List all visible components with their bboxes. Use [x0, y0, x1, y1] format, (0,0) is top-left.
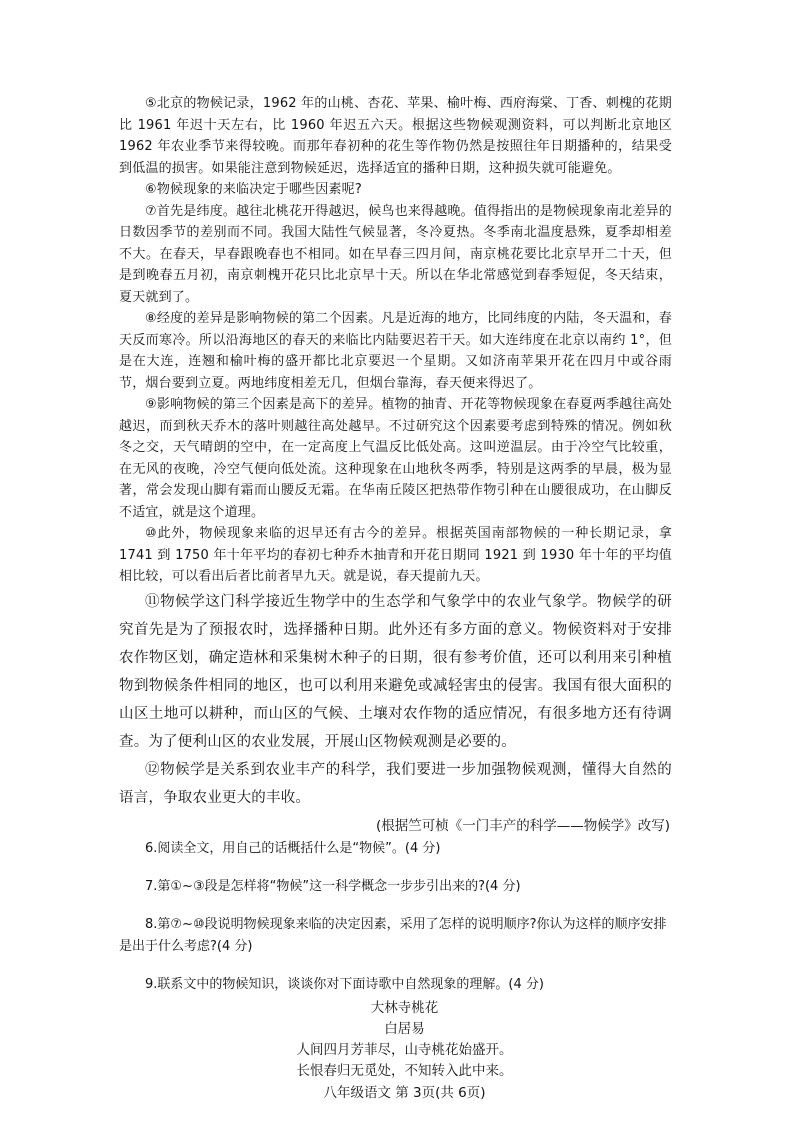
- paragraph-10: ⑩此外，物候现象来临的迟早还有古今的差异。根据英国南部物候的一种长期记录，拿 1741 到 1750 年十年平均的春初七种乔木抽青和开花日期同 1921 到 1930 年十年的平均值相比较，可以看出后者比前者早九天。就是说，春天提前九天。: [119, 526, 672, 584]
- poem-block: [119, 998, 672, 1082]
- poem-line: 人间四月芳菲尽，山寺桃花始盛开。: [296, 1041, 513, 1058]
- poem-line: 长恨春归无觅处，不知转入此中来。: [296, 1062, 513, 1079]
- paragraph-7: ⑦首先是纬度。越往北桃花开得越迟，候鸟也来得越晚。值得指出的是物候现象南北差异的日数因季节的差别而不同。我国大陆性气候显著，冬冷夏热。冬季南北温度悬殊，夏季却相差不大。在春天，早春跟晚春也不相同。如在早春三四月间，南京桃花要比北京早开二十天，但是到晚春五月初，南京刺槐开花只比北京早十天。所以在华北常感觉到春季短促，冬天结束，夏天就到了。: [119, 203, 672, 305]
- question-7: 7.第①~③段是怎样将“物候”这一科学概念一步步引出来的?(4 分): [145, 878, 521, 894]
- poem-author: 白居易: [384, 1020, 425, 1037]
- paragraph-6: ⑥物候现象的来临决定于哪些因素呢?: [145, 182, 362, 197]
- question-8: 8.第⑦~⑩段说明物候现象来临的决定因素，采用了怎样的说明顺序?你认为这样的顺序安排是出于什么考虑?(4 分): [119, 916, 667, 954]
- paragraph-11: ⑪物候学这门科学接近生物学中的生态学和气象学中的农业气象学。物候学的研究首先是为了预报农时，选择播种日期。此外还有多方面的意义。物候资料对于安排农作物区划，确定造林和采集树木种子的日期，很有参考价值，还可以利用来引种植物到物候条件相同的地区，也可以利用来避免或减轻害虫的侵害。我国有很大面积的山区土地可以耕种，而山区的气候、土壤对农作物的适应情况，有很多地方还有待调查。为了便利山区的农业发展，开展山区物候观测是必要的。: [119, 593, 672, 750]
- paragraph-8: ⑧经度的差异是影响物候的第二个因素。凡是近海的地方，比同纬度的内陆，冬天温和，春天反而寒冷。所以沿海地区的春天的来临比内陆要迟若干天。如大连纬度在北京以南约 1°，但是在大连，连翘和榆叶梅的盛开都比北京要迟一个星期。又如济南苹果开花在四月中或谷雨节，烟台要到立夏。两地纬度相差无几，但烟台靠海，春天便来得迟了。: [119, 311, 672, 391]
- page-content: [119, 93, 672, 1104]
- paragraph-12: ⑫物候学是关系到农业丰产的科学，我们要进一步加强物候观测，懂得大自然的语言，争取农业更大的丰收。: [119, 761, 672, 806]
- question-9: 9.联系文中的物候知识，谈谈你对下面诗歌中自然现象的理解。(4 分): [145, 976, 544, 992]
- poem-title: 大林寺桃花: [370, 999, 439, 1016]
- page-footer: 八年级语文 第 3页(共 6页): [323, 1084, 486, 1101]
- paragraph-5: ⑤北京的物候记录，1962 年的山桃、杏花、苹果、榆叶梅、西府海棠、丁香、刺槐的花期比 1961 年迟十天左右，比 1960 年迟五六天。根据这些物候观测资料，可以判断北京地区 1962 年农业季节来得较晚。而那年春初种的花生等作物仍然是按照往年日期播种的，结果受到低温的损害。如果能注意到物候延迟，选择适宜的播种日期，这种损失就可能避免。: [119, 96, 672, 176]
- source-attribution: (根据竺可桢《一门丰产的科学——物候学》改写): [375, 817, 670, 834]
- question-6: 6.阅读全文，用自己的话概括什么是“物候”。(4 分): [145, 840, 441, 856]
- paragraph-9: ⑨影响物候的第三个因素是高下的差异。植物的抽青、开花等物候现象在春夏两季越往高处越迟，而到秋天乔木的落叶则越往高处越早。不过研究这个因素要考虑到特殊的情况。例如秋冬之交，天气晴朗的空中，在一定高度上气温反比低处高。这叫逆温层。由于冷空气比较重，在无风的夜晚，冷空气便向低处流。这种现象在山地秋冬两季，特别是这两季的早晨，极为显著，常会发现山脚有霜而山腰反无霜。在华南丘陵区把热带作物引种在山腰很成功，在山脚反不适宜，就是这个道理。: [119, 397, 672, 520]
